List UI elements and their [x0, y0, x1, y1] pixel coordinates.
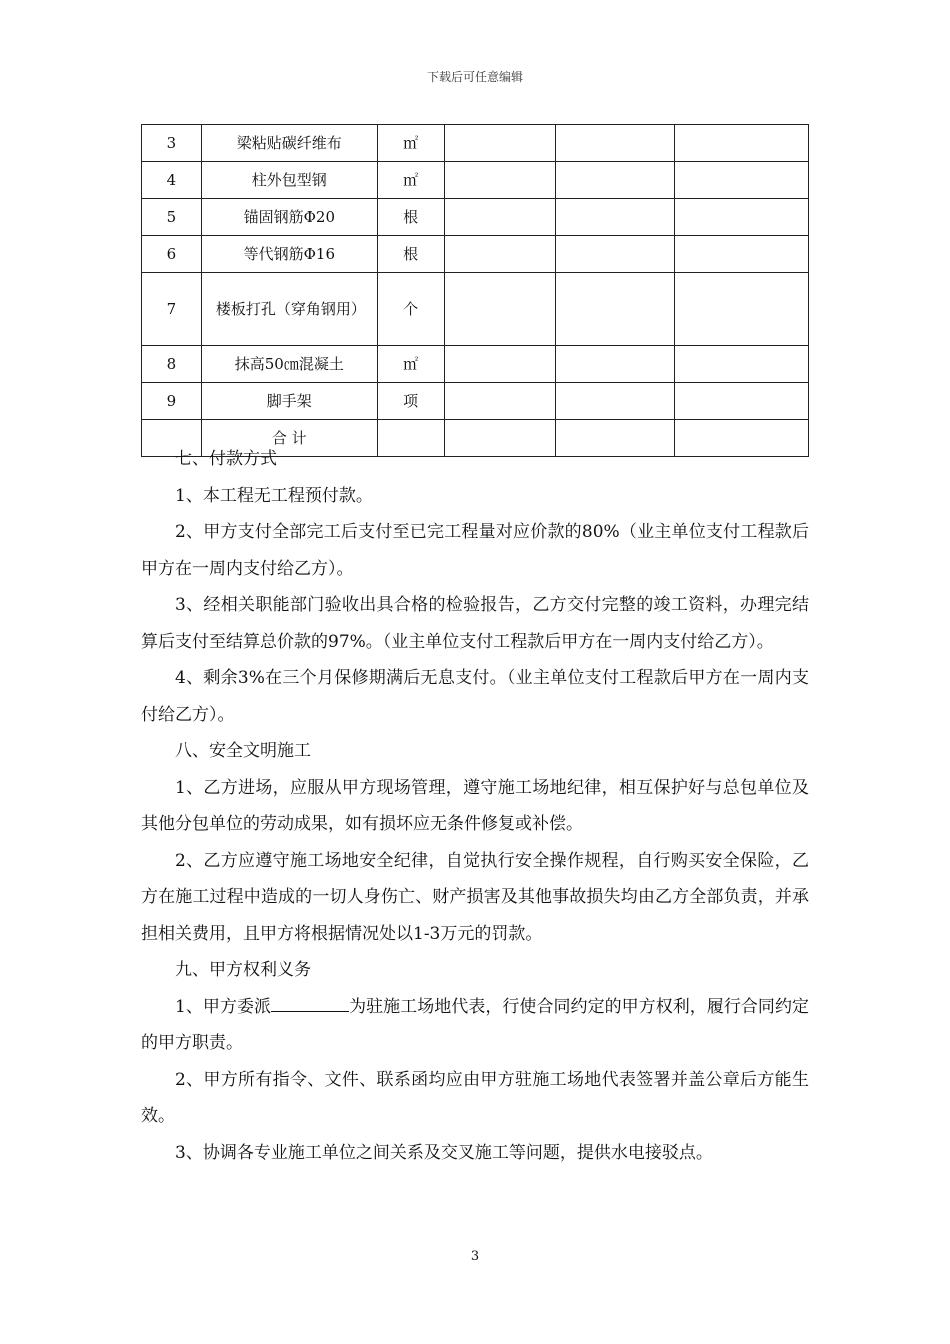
paragraph: 2、甲方所有指令、文件、联系函均应由甲方驻施工场地代表签署并盖公章后方能生效。 — [141, 1069, 809, 1126]
empty-cell — [675, 236, 809, 273]
table-row — [142, 383, 809, 420]
item-name: 锚固钢筋Φ20 — [201, 199, 377, 236]
empty-cell — [444, 236, 556, 273]
item-unit: ㎡ — [377, 125, 444, 162]
paragraph: 2、乙方应遵守施工场地安全纪律，自觉执行安全操作规程，自行购买安全保险，乙方在施工过程中造成的一切人身伤亡、财产损害及其他事故损失均由乙方全部负责，并承担相关费用，且甲方将根据情况处以1-3万元的罚款。 — [141, 850, 809, 944]
item-name: 梁粘贴碳纤维布 — [201, 125, 377, 162]
paragraph-rest: 为驻施工场地代表，行使合同约定的甲方权利，履行合同约定的甲方职责。 — [141, 996, 809, 1053]
section-heading: 九、甲方权利义务 — [175, 960, 311, 980]
empty-cell — [556, 236, 675, 273]
paragraph: 4、剩余3%在三个月保修期满后无息支付。（业主单位支付工程款后甲方在一周内支付给乙方）。 — [141, 668, 809, 725]
item-name: 等代钢筋Φ16 — [201, 236, 377, 273]
empty-cell — [675, 346, 809, 383]
table-row — [142, 236, 809, 273]
item-unit: 项 — [377, 383, 444, 420]
empty-cell — [675, 125, 809, 162]
section-heading: 七、付款方式 — [175, 449, 277, 469]
item-unit: ㎡ — [377, 346, 444, 383]
empty-cell — [556, 273, 675, 346]
item-name: 楼板打孔（穿角钢用） — [201, 273, 377, 346]
item-number: 3 — [142, 125, 202, 162]
item-name: 柱外包型钢 — [201, 162, 377, 199]
item-number: 4 — [142, 162, 202, 199]
item-unit: 根 — [377, 199, 444, 236]
item-number: 5 — [142, 199, 202, 236]
item-unit: ㎡ — [377, 162, 444, 199]
paragraph: 1、本工程无工程预付款。 — [175, 485, 373, 506]
item-unit: 根 — [377, 236, 444, 273]
empty-cell — [556, 125, 675, 162]
paragraph: 1、乙方进场，应服从甲方现场管理，遵守施工场地纪律，相互保护好与总包单位及其他分包单位的劳动成果，如有损坏应无条件修复或补偿。 — [141, 777, 809, 834]
empty-cell — [444, 125, 556, 162]
empty-cell — [444, 346, 556, 383]
item-number: 7 — [142, 273, 202, 346]
page-header: 下载后可任意编辑 — [426, 70, 523, 84]
item-unit: 个 — [377, 273, 444, 346]
empty-cell — [556, 199, 675, 236]
empty-cell — [675, 273, 809, 346]
item-name: 脚手架 — [201, 383, 377, 420]
empty-cell — [675, 383, 809, 420]
item-name: 抹高50㎝混凝土 — [201, 346, 377, 383]
table-row — [142, 125, 809, 162]
paragraph — [141, 989, 809, 1062]
item-number: 8 — [142, 346, 202, 383]
empty-cell — [556, 383, 675, 420]
empty-cell — [675, 162, 809, 199]
page-number: 3 — [470, 1249, 480, 1264]
table-row — [142, 346, 809, 383]
empty-cell — [444, 273, 556, 346]
empty-cell — [444, 162, 556, 199]
paragraph-start: 1、甲方委派 — [175, 996, 272, 1017]
total-label: 合 计 — [201, 420, 377, 457]
empty-cell — [444, 383, 556, 420]
table-row — [142, 162, 809, 199]
fill-in-blank — [271, 989, 349, 1012]
section-heading: 八、安全文明施工 — [175, 741, 311, 761]
item-number: 9 — [142, 383, 202, 420]
paragraph: 3、协调各专业施工单位之间关系及交叉施工等问题，提供水电接驳点。 — [175, 1142, 713, 1163]
table-row — [142, 273, 809, 346]
quantity-table — [141, 124, 809, 457]
item-number: 6 — [142, 236, 202, 273]
empty-cell — [556, 346, 675, 383]
table-row — [142, 199, 809, 236]
contract-body — [141, 441, 809, 1171]
paragraph: 3、经相关职能部门验收出具合格的检验报告，乙方交付完整的竣工资料，办理完结算后支付至结算总价款的97%。（业主单位支付工程款后甲方在一周内支付给乙方）。 — [141, 595, 809, 652]
empty-cell — [556, 162, 675, 199]
empty-cell — [444, 199, 556, 236]
empty-cell — [675, 199, 809, 236]
paragraph: 2、甲方支付全部完工后支付至已完工程量对应价款的80%（业主单位支付工程款后甲方在一周内支付给乙方）。 — [141, 522, 809, 579]
